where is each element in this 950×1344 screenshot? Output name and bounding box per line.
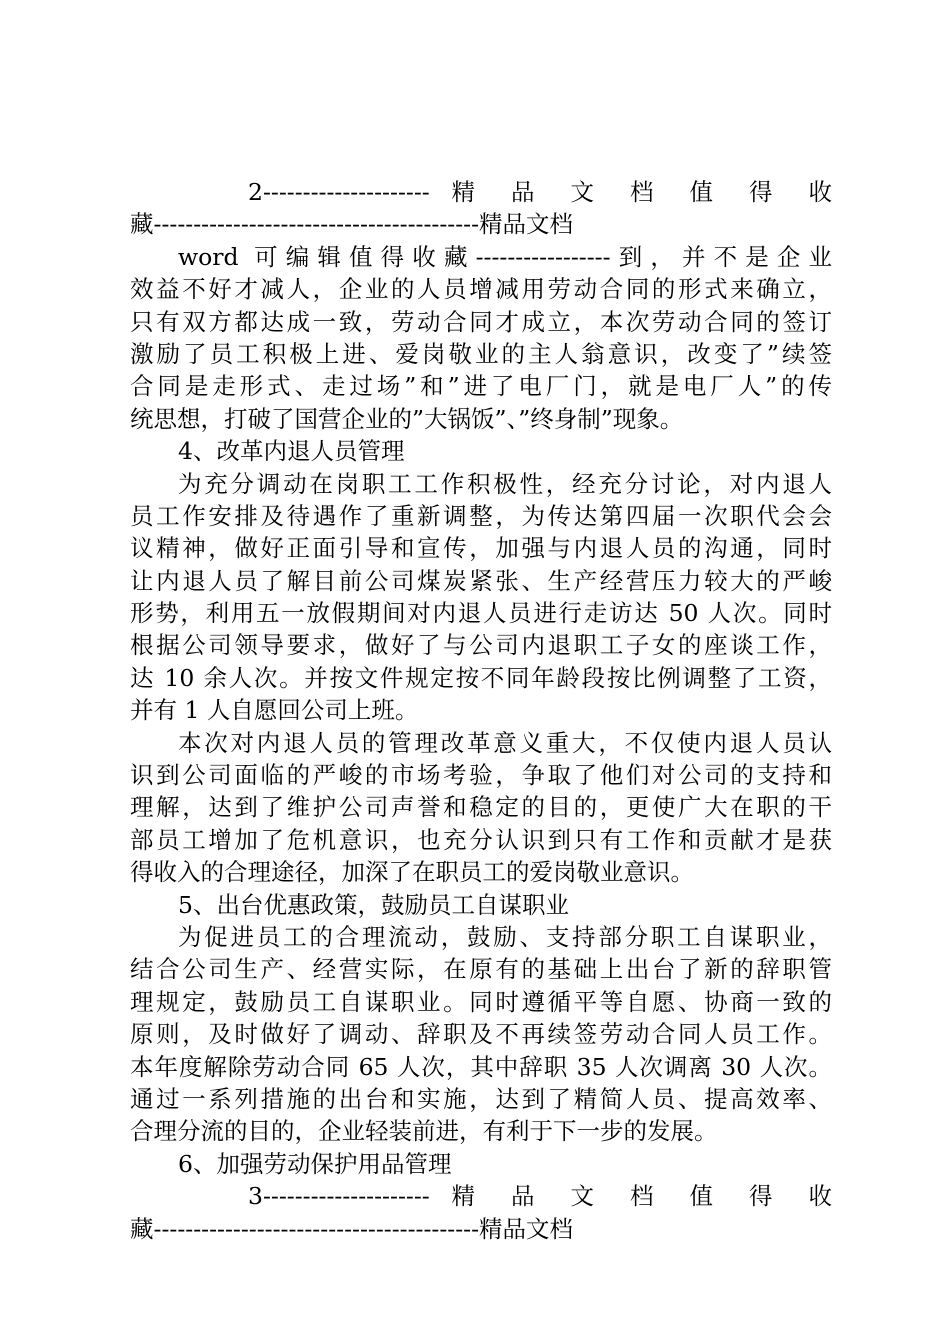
section-heading: 6、加强劳动保护用品管理	[178, 1149, 452, 1178]
body-text-line: 理规定，鼓励员工自谋职业。同时遵循平等自愿、协商一致的	[130, 987, 832, 1016]
paragraph-last-line: 得收入的合理途径，加深了在职员工的爱岗敬业意识。	[130, 858, 694, 887]
body-text-line: 员工作安排及待遇作了重新调整，为传达第四届一次职代会会	[130, 501, 832, 530]
page-header-continuation: 藏-----------------------------------------精品文档	[130, 210, 574, 239]
paragraph-first-line: 为促进员工的合理流动，鼓励、支持部分职工自谋职业，	[178, 922, 832, 951]
body-text-line: 根据公司领导要求，做好了与公司内退职工子女的座谈工作，	[130, 631, 832, 660]
body-text-line: 激励了员工积极上进、爱岗敬业的主人翁意识，改变了”续签	[130, 339, 832, 368]
body-text-line: 本年度解除劳动合同 65 人次，其中辞职 35 人次调离 30 人次。	[130, 1052, 832, 1081]
document-body	[130, 176, 832, 1245]
body-text-line: 原则，及时做好了调动、辞职及不再续签劳动合同人员工作。	[130, 1020, 832, 1049]
body-text-line: 通过一系列措施的出台和实施，达到了精简人员、提高效率、	[130, 1084, 832, 1113]
section-heading: 4、改革内退人员管理	[178, 437, 405, 466]
paragraph-last-line: 统思想，打破了国营企业的”大锅饭”、”终身制”现象。	[130, 404, 684, 433]
paragraph-first-line: 本次对内退人员的管理改革意义重大，不仅使内退人员认	[178, 728, 832, 757]
body-text-line: 结合公司生产、经营实际，在原有的基础上出台了新的辞职管	[130, 955, 832, 984]
body-text-line: 议精神，做好正面引导和宣传，加强与内退人员的沟通，同时	[130, 534, 832, 563]
paragraph-first-line: 为充分调动在岗职工工作积极性，经充分讨论，对内退人	[178, 469, 832, 498]
page-header-continuation: 藏-----------------------------------------精品文档	[130, 1214, 574, 1243]
body-text-line: 让内退人员了解目前公司煤炭紧张、生产经营压力较大的严峻	[130, 566, 832, 595]
body-text-line: 识到公司面临的严峻的市场考验，争取了他们对公司的支持和	[130, 761, 832, 790]
body-text-line: 形势，利用五一放假期间对内退人员进行走访达 50 人次。同时	[130, 599, 832, 628]
body-text-line: 部员工增加了危机意识，也充分认识到只有工作和贡献才是获	[130, 825, 832, 854]
page-header-line: 3--------------------- 精 品 文 档 值 得 收	[248, 1182, 832, 1211]
body-text-line: 效益不好才减人，企业的人员增减用劳动合同的形式来确立，	[130, 275, 832, 304]
paragraph-first-line: word 可编辑值得收藏-----------------到，并不是企业	[178, 242, 832, 271]
paragraph-last-line: 并有 1 人自愿回公司上班。	[130, 696, 419, 725]
body-text-line: 合同是走形式、走过场”和”进了电厂门，就是电厂人”的传	[130, 372, 832, 401]
body-text-line: 达 10 余人次。并按文件规定按不同年龄段按比例调整了工资，	[130, 663, 832, 692]
page-header-line: 2--------------------- 精 品 文 档 值 得 收	[248, 178, 832, 206]
section-heading: 5、出台优惠政策，鼓励员工自谋职业	[178, 890, 569, 919]
body-text-line: 理解，达到了维护公司声誉和稳定的目的，更使广大在职的干	[130, 793, 832, 822]
body-text-line: 只有双方都达成一致，劳动合同才成立，本次劳动合同的签订	[130, 307, 832, 336]
paragraph-last-line: 合理分流的目的，企业轻装前进，有利于下一步的发展。	[130, 1117, 718, 1146]
